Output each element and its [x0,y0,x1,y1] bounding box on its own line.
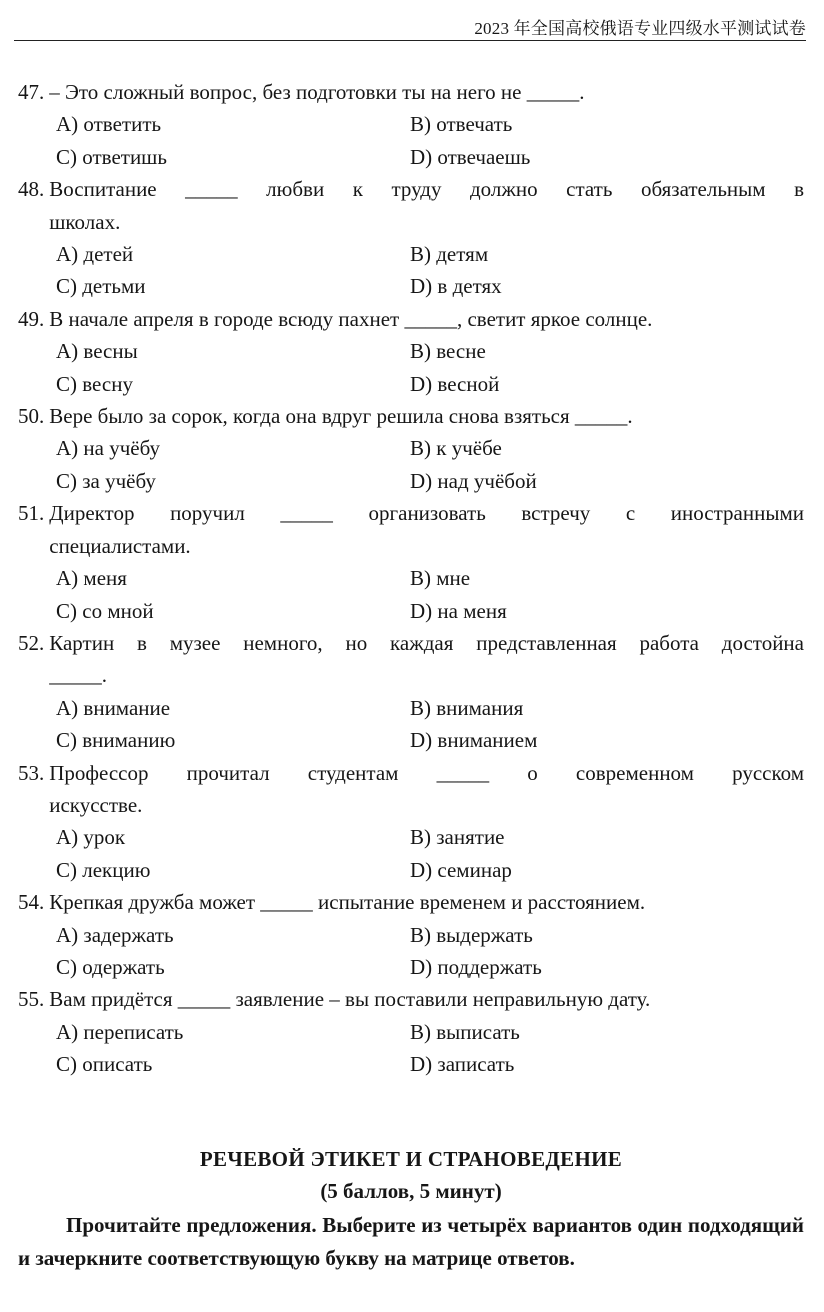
answer-options [18,238,804,303]
question-text [49,497,804,562]
section-instruction: Прочитайте предложения. Выберите из четырёх вариантов один подходящий и зачеркните соответствующую букву на матрице ответов. [18,1213,804,1270]
answer-option: B) внимания [410,695,524,720]
answer-option: A) ответить [56,112,162,137]
question-text-line: _____. [49,663,107,688]
answer-option: A) внимание [56,695,171,720]
question-text-line: Вам придётся _____ заявление – вы поставили неправильную дату. [49,987,651,1012]
question-number: 47. [18,80,45,104]
question-item [18,76,804,173]
question-text-line: Профессор прочитал студентам _____ о современном русском [49,760,804,785]
answer-option: B) детям [410,242,489,267]
answer-option: D) записать [410,1052,515,1077]
answer-options [18,821,804,886]
question-item [18,497,804,627]
answer-option: C) детьми [56,274,146,299]
answer-option: C) описать [56,1052,153,1077]
question-number: 49. [18,306,45,331]
question-stem [18,497,804,562]
question-item [18,303,804,400]
question-number: 51. [18,501,45,526]
question-stem [18,757,804,822]
answer-option: A) детей [56,242,134,267]
answer-option: A) весны [56,339,138,364]
answer-option: B) отвечать [410,112,513,137]
answer-option: B) выдержать [410,922,533,947]
answer-options [18,335,804,400]
question-text [49,76,804,108]
question-text [49,886,804,918]
answer-option: C) вниманию [56,728,176,753]
answer-option: D) на меня [410,598,507,623]
answer-option: C) одержать [56,954,165,979]
section-subtitle: (5 баллов, 5 минут) [320,1179,502,1203]
answer-options [18,692,804,757]
answer-option: A) на учёбу [56,436,160,461]
question-item [18,757,804,887]
answer-options [18,432,804,497]
answer-options [18,108,804,173]
answer-option: B) мне [410,566,471,591]
question-item [18,400,804,497]
answer-option: D) отвечаешь [410,144,531,169]
question-stem [18,76,804,108]
question-stem [18,886,804,918]
question-text-line: Директор поручил _____ организовать встречу с иностранными [49,501,804,526]
question-number: 50. [18,404,45,429]
question-text [49,983,804,1015]
answer-option: C) ответишь [56,144,167,169]
answer-option: A) урок [56,825,126,850]
question-text [49,400,804,432]
question-stem [18,400,804,432]
question-text-line: В начале апреля в городе всюду пахнет _____, светит яркое солнце. [49,306,653,331]
question-item [18,627,804,757]
answer-option: D) над учёбой [410,468,537,493]
question-number: 52. [18,630,45,655]
question-text-line: Вере было за сорок, когда она вдруг решила снова взяться _____. [49,404,633,429]
question-text-line: Воспитание _____ любви к труду должно стать обязательным в [49,177,804,202]
question-number: 48. [18,177,45,202]
answer-option: B) к учёбе [410,436,502,461]
question-stem [18,983,804,1015]
question-text [49,627,804,692]
answer-option: D) весной [410,371,500,396]
answer-options [18,919,804,984]
answer-option: A) переписать [56,1019,184,1044]
exam-title: 2023 年全国高校俄语专业四级水平测试试卷 [474,19,806,38]
question-item [18,983,804,1080]
question-text-line: специалистами. [49,533,191,558]
answer-option: D) вниманием [410,728,538,753]
question-text-line: Крепкая дружба может _____ испытание временем и расстоянием. [49,890,646,915]
answer-option: C) лекцию [56,857,151,882]
question-number: 54. [18,890,45,915]
question-item [18,886,804,983]
question-list [18,76,804,1081]
answer-option: A) меня [56,566,127,591]
section-title: РЕЧЕВОЙ ЭТИКЕТ И СТРАНОВЕДЕНИЕ [199,1147,623,1171]
question-stem [18,303,804,335]
answer-option: D) поддержать [410,954,542,979]
answer-option: D) семинар [410,857,512,882]
question-text [49,757,804,822]
answer-options [18,562,804,627]
question-number: 53. [18,760,45,785]
answer-option: B) занятие [410,825,505,850]
section-speech-etiquette [18,1143,804,1274]
question-item [18,173,804,303]
answer-option: C) со мной [56,598,154,623]
answer-option: C) за учёбу [56,468,156,493]
answer-option: D) в детях [410,274,502,299]
question-stem [18,173,804,238]
answer-option: A) задержать [56,922,174,947]
question-number: 55. [18,987,45,1012]
question-text-line: школах. [49,209,121,234]
answer-options [18,1016,804,1081]
answer-option: C) весну [56,371,133,396]
page-header [14,0,806,41]
question-text-line: – Это сложный вопрос, без подготовки ты на него не _____. [49,80,585,104]
answer-option: B) весне [410,339,486,364]
question-text-line: Картин в музее немного, но каждая представленная работа достойна [49,630,804,655]
question-text-line: искусстве. [49,792,143,817]
question-text [49,173,804,238]
question-text [49,303,804,335]
question-stem [18,627,804,692]
answer-option: B) выписать [410,1019,520,1044]
